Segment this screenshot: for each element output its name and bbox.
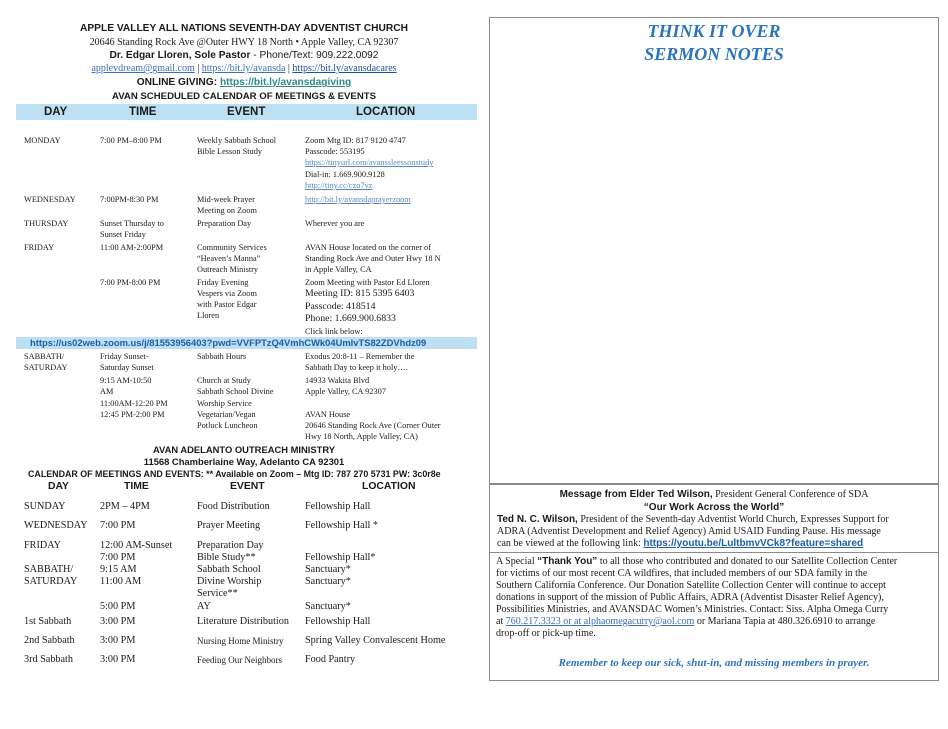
friday-time-2: 7:00 PM-8:00 PM: [100, 278, 161, 287]
friday-event-2b: Vespers via Zoom: [197, 289, 257, 298]
friday-phone: Phone: 1.669.900.6833: [305, 313, 396, 324]
thanks-line-7: drop-off or pick-up time.: [496, 628, 596, 639]
message-body-1: [497, 514, 889, 526]
message-body-2: ADRA (Adventist Development and Relief Agency) Amid USAID Funding Pause. His message: [497, 526, 881, 537]
thanks-line-5: Possibilities Ministries, and AVANSDAC Women’s Ministries. Contact: Siss. Alpha Omega Curry: [496, 604, 889, 615]
thanks-l1-c: to all those who contributed and donated to our Satellite Collection Center: [597, 556, 898, 567]
cares-link[interactable]: https://bit.ly/avansdacares: [292, 63, 397, 74]
message-body-3: [497, 538, 863, 550]
ad-friday-event-1: Preparation Day: [197, 540, 264, 551]
sabbath-day-2: SATURDAY: [24, 363, 68, 372]
sabbath-time-3: 9:15 AM-10:50: [100, 376, 152, 385]
sabbath-loc-3b: 20646 Standing Rock Ave (Corner Outer: [305, 421, 441, 430]
ad-sabbath-event-3: Service**: [197, 588, 238, 599]
ad-first-loc: Fellowship Hall: [305, 616, 371, 627]
friday-passcode: Passcode: 418514: [305, 301, 376, 312]
friday-event-2a: Friday Evening: [197, 278, 249, 287]
ad-second-time: 3:00 PM: [100, 635, 136, 646]
sabbath-event-1: Church at Study: [197, 376, 251, 385]
giving-link[interactable]: https://bit.ly/avansdagiving: [219, 77, 352, 88]
ad-wednesday-loc: Fellowship Hall *: [305, 520, 379, 531]
sabbath-event-5: Potluck Luncheon: [197, 421, 258, 430]
monday-event-1: Weekly Sabbath School: [197, 136, 277, 145]
friday-event-2d: Lloren: [197, 311, 220, 320]
adelanto-col-day: DAY: [48, 481, 69, 492]
thursday-event: Preparation Day: [197, 219, 252, 228]
ad-sabbath-day-2: SATURDAY: [24, 576, 78, 587]
sabbath-time-2: Saturday Sunset: [100, 363, 154, 372]
ad-second-loc: Spring Valley Convalescent Home: [305, 635, 446, 646]
message-from-title: President General Conference of SDA: [712, 489, 869, 500]
sabbath-loc-1b: Sabbath Day to keep it holy….: [305, 363, 408, 372]
thursday-location: Wherever you are: [305, 219, 365, 228]
ad-ay-time: 5:00 PM: [100, 601, 136, 612]
sabbath-time-4: AM: [100, 387, 114, 396]
message-from: [490, 489, 938, 501]
section-divider: [490, 552, 938, 553]
thanks-line-3: Southern California Conference. Our Donation Satellite Collection Center will continue to accept: [496, 580, 886, 591]
message-body-l1: President of the Seventh-day Adventist World Church, Expresses Support for: [577, 514, 889, 525]
email-link[interactable]: applevdream@gmail.com: [91, 63, 195, 74]
col-event: EVENT: [227, 106, 266, 118]
sermon-title-2: SERMON NOTES: [644, 44, 784, 64]
ad-ay-loc: Sanctuary*: [305, 601, 351, 612]
separator: |: [285, 63, 293, 74]
friday-event-1b: “Heaven’s Manna”: [197, 254, 261, 263]
thanks-line-6: [496, 616, 875, 628]
messages-box: [489, 484, 939, 681]
thursday-time-2: Sunset Friday: [100, 230, 146, 239]
friday-loc-1a: AVAN House located on the corner of: [305, 243, 431, 252]
ad-friday-time-2: 7:00 PM: [100, 552, 136, 563]
wednesday-day: WEDNESDAY: [24, 195, 76, 204]
ad-sunday-day: SUNDAY: [24, 501, 66, 512]
sabbath-loc-2a: 14933 Wakita Blvd: [305, 376, 370, 385]
ad-second-event: Nursing Home Ministry: [197, 636, 284, 646]
ad-sabbath-time-2: 11:00 AM: [100, 576, 142, 587]
friday-event-2c: with Pastor Edgar: [197, 300, 257, 309]
wednesday-time: 7:00PM-8:30 PM: [100, 195, 159, 204]
ad-friday-event-2: Bible Study**: [197, 552, 256, 563]
website-link[interactable]: https://bit.ly/avansda: [201, 63, 286, 74]
sabbath-day-1: SABBATH/: [24, 352, 65, 361]
separator: |: [194, 63, 202, 74]
pastor-phone: - Phone/Text: 909.222.0092: [250, 50, 379, 61]
ad-sabbath-event-2: Divine Worship: [197, 576, 262, 587]
ad-sunday-time: 2PM – 4PM: [100, 501, 150, 512]
message-body-l3: can be viewed at the following link:: [497, 538, 644, 549]
friday-day: FRIDAY: [24, 243, 55, 252]
sabbath-time-6: 12:45 PM-2:00 PM: [100, 410, 165, 419]
pastor-line: [10, 50, 478, 62]
ad-friday-loc: Fellowship Hall*: [305, 552, 376, 563]
online-giving: [10, 77, 478, 89]
friday-loc-2a: Zoom Meeting with Pastor Ed Lloren: [305, 278, 430, 287]
friday-loc-1c: in Apple Valley, CA: [305, 265, 372, 274]
ad-wednesday-time: 7:00 PM: [100, 520, 136, 531]
friday-event-1a: Community Services: [197, 243, 267, 252]
ad-sabbath-time-1: 9:15 AM: [100, 564, 137, 575]
friday-meeting-id: Meeting ID: 815 5395 6403: [305, 288, 415, 299]
col-time: TIME: [129, 106, 157, 118]
church-name: APPLE VALLEY ALL NATIONS SEVENTH-DAY ADVENTIST CHURCH: [80, 23, 408, 34]
friday-event-1c: Outreach Ministry: [197, 265, 259, 274]
adelanto-title: AVAN ADELANTO OUTREACH MINISTRY: [152, 444, 336, 455]
church-address: 20646 Standing Rock Ave @Outer HWY 18 North • Apple Valley, CA 92307: [89, 37, 399, 48]
ad-sabbath-day-1: SABBATH/: [24, 564, 74, 575]
friday-loc-1b: Standing Rock Ave and Outer Hwy 18 N: [305, 254, 441, 263]
thursday-day: THURSDAY: [24, 219, 69, 228]
thanks-l6-a: at: [496, 616, 506, 627]
message-body-name: Ted N. C. Wilson,: [497, 514, 578, 525]
ad-friday-day: FRIDAY: [24, 540, 61, 551]
col-day: DAY: [44, 106, 68, 118]
adelanto-col-location: LOCATION: [362, 481, 416, 492]
web-links: [10, 63, 478, 75]
sabbath-hours: Sabbath Hours: [197, 352, 247, 361]
monday-passcode: Passcode: 553195: [305, 147, 365, 156]
sabbath-time-1: Friday Sunset-: [100, 352, 149, 361]
ad-sunday-event: Food Distribution: [197, 501, 270, 512]
monday-event-2: Bible Lesson Study: [197, 147, 262, 156]
sabbath-loc-1a: Exodus 20:8-11 – Remember the: [305, 352, 415, 361]
adelanto-col-event: EVENT: [230, 481, 265, 492]
wednesday-event-1: Mid-week Prayer: [197, 195, 255, 204]
ad-wednesday-event: Prayer Meeting: [197, 520, 261, 531]
friday-time-1: 11:00 AM-2:00PM: [100, 243, 164, 252]
sabbath-loc-3a: AVAN House: [305, 410, 351, 419]
sabbath-event-4: Vegetarian/Vegan: [197, 410, 256, 419]
adelanto-calendar: CALENDAR OF MEETINGS AND EVENTS: ** Available on Zoom – Mtg ID: 787 270 5731 PW: 3c0r8e: [28, 469, 441, 479]
ad-wednesday-day: WEDNESDAY: [24, 520, 88, 531]
sabbath-event-3: Worship Service: [197, 399, 252, 408]
monday-tiny-link[interactable]: http://tiny.cc/czo7vz: [305, 181, 373, 190]
ad-sabbath-event-1: Sabbath School: [197, 564, 261, 575]
thanks-line-4: donations in support of the mission of Public Affairs, ADRA (Adventist Disaster Relief Agency),: [496, 592, 884, 603]
ad-third-day: 3rd Sabbath: [24, 654, 73, 665]
sabbath-event-2: Sabbath School Divine: [197, 387, 274, 396]
thanks-line-1: [496, 556, 897, 568]
thanks-line-2: for victims of our most recent CA wildfires, that included members of our SDA family in the: [496, 568, 868, 579]
message-from-name: Message from Elder Ted Wilson,: [559, 489, 713, 500]
ad-third-loc: Food Pantry: [305, 654, 356, 665]
ad-third-time: 3:00 PM: [100, 654, 136, 665]
wednesday-prayer-link[interactable]: http://bit.ly/avansdaprayerzoom: [305, 195, 411, 204]
thanks-l1-bold: “Thank You”: [537, 556, 598, 567]
adelanto-col-time: TIME: [124, 481, 149, 492]
wednesday-event-2: Meeting on Zoom: [197, 206, 257, 215]
sabbath-time-5: 11:00AM-12:20 PM: [100, 399, 168, 408]
col-location: LOCATION: [356, 106, 416, 118]
ad-friday-time-1: 12:00 AM-Sunset: [100, 540, 173, 551]
message-title: “Our Work Across the World”: [643, 502, 785, 513]
thursday-time-1: Sunset Thursday to: [100, 219, 164, 228]
monday-zoom-id: Zoom Mtg ID: 817 9120 4747: [305, 136, 406, 145]
ad-sabbath-loc-2: Sanctuary*: [305, 576, 351, 587]
ad-ay-event: AY: [197, 601, 211, 612]
ad-third-event: Feeding Our Neighbors: [197, 655, 282, 665]
sabbath-loc-2b: Apple Valley, CA 92307: [305, 387, 386, 396]
adelanto-address: 11568 Chamberlaine Way, Adelanto CA 92301: [143, 456, 345, 467]
ad-first-day: 1st Sabbath: [24, 616, 72, 627]
prayer-reminder: Remember to keep our sick, shut-in, and missing members in prayer.: [558, 657, 870, 669]
contact-link[interactable]: 760.217.3323 or at alphaomegacurry@aol.com: [505, 616, 695, 627]
message-video-link[interactable]: https://youtu.be/LultbmvVCk8?feature=shared: [643, 538, 864, 549]
ad-first-time: 3:00 PM: [100, 616, 136, 627]
sermon-notes-box: [489, 17, 939, 484]
monday-time: 7:00 PM–8:00 PM: [100, 136, 162, 145]
giving-label: ONLINE GIVING:: [136, 77, 220, 88]
monday-lesson-link[interactable]: https://tinyurl.com/avanssleessonstudy: [305, 158, 434, 167]
thanks-l6-c: or Mariana Tapia at 480.326.6910 to arrange: [694, 616, 876, 627]
monday-dial-in: Dial-in: 1.669.900.9128: [305, 170, 385, 179]
ad-sabbath-loc-1: Sanctuary*: [305, 564, 351, 575]
ad-second-day: 2nd Sabbath: [24, 635, 75, 646]
friday-click-below: Click link below:: [305, 327, 363, 336]
pastor-name: Dr. Edgar Lloren, Sole Pastor: [109, 50, 251, 61]
thanks-l1-a: A Special: [496, 556, 538, 567]
sermon-title-1: THINK IT OVER: [647, 21, 781, 41]
ad-first-event: Literature Distribution: [197, 616, 289, 627]
monday-day: MONDAY: [24, 136, 61, 145]
sabbath-loc-3c: Hwy 18 North, Apple Valley, CA): [305, 432, 418, 441]
ad-sunday-loc: Fellowship Hall: [305, 501, 371, 512]
friday-zoom-link[interactable]: https://us02web.zoom.us/j/81553956403?pwd=VVFPTzQ4VmhCWk04UmlvTS82ZDVhdz09: [30, 337, 427, 348]
calendar-title: AVAN SCHEDULED CALENDAR OF MEETINGS & EVENTS: [111, 91, 377, 102]
